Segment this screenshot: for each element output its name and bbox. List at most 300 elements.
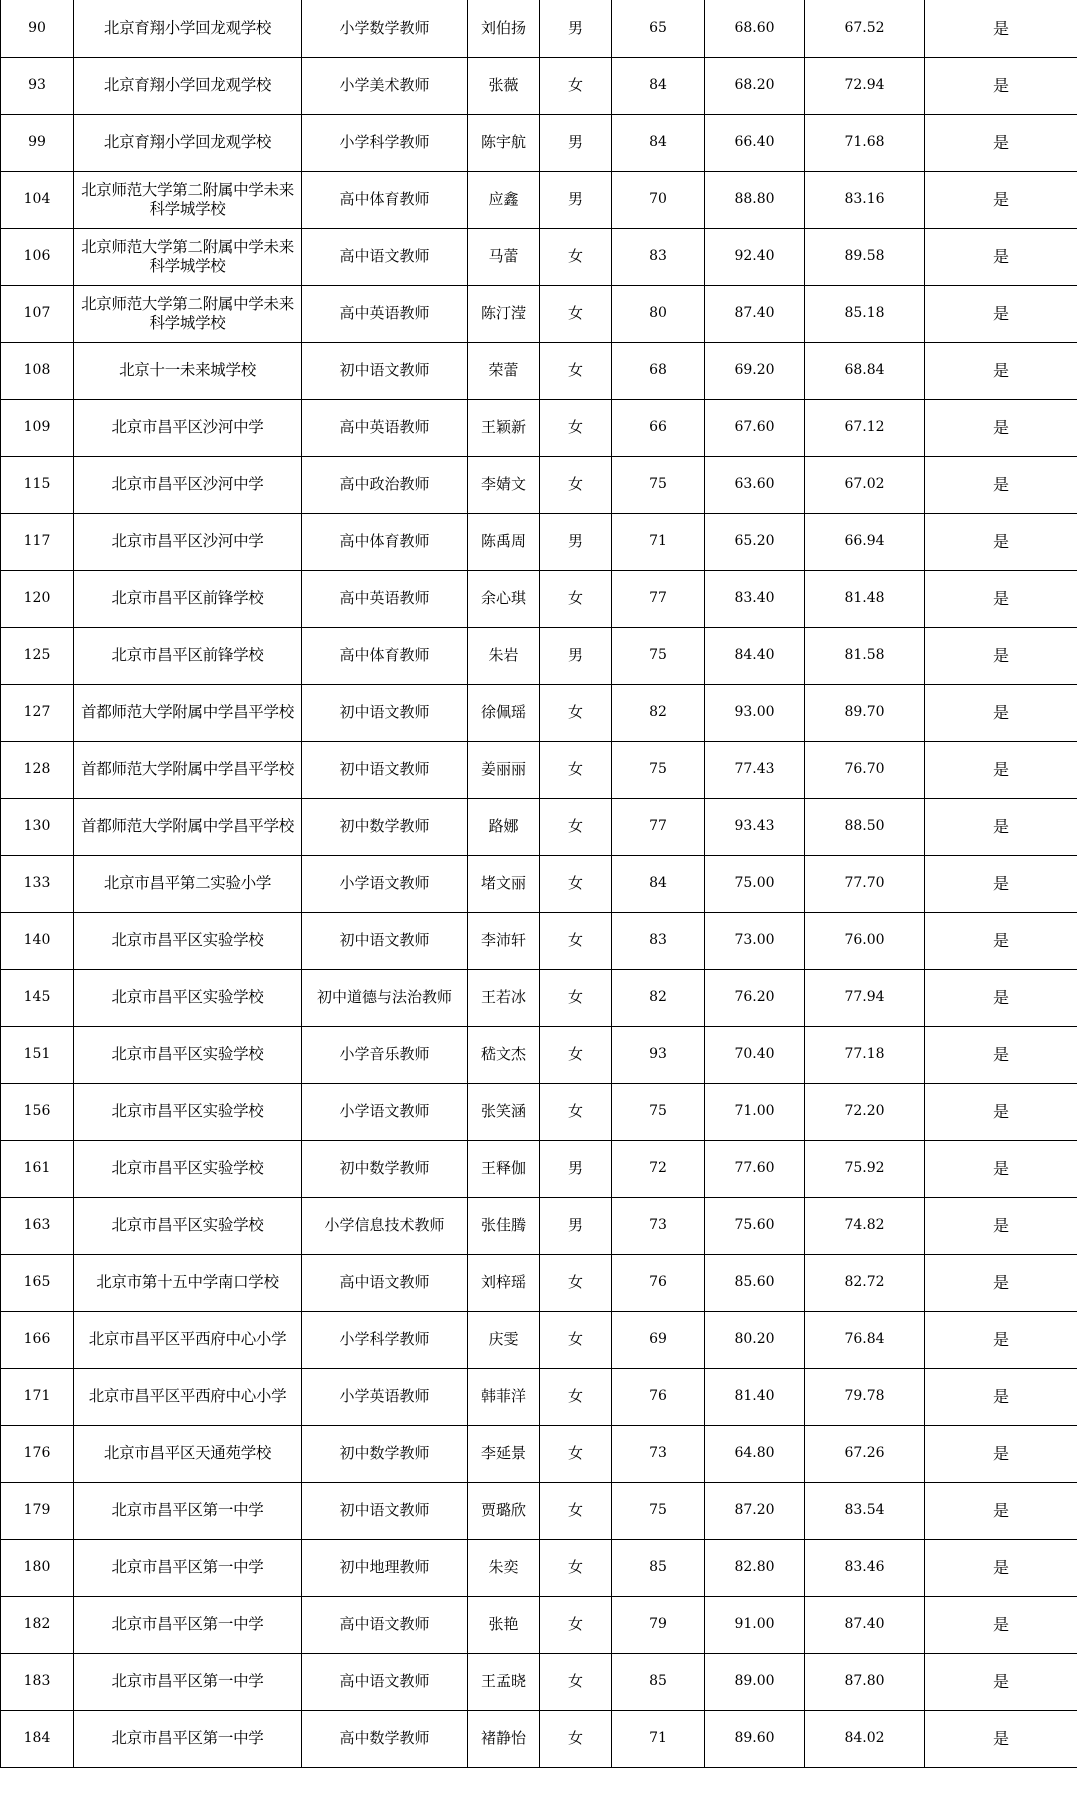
cell-interview-score: 84.40 xyxy=(705,627,805,684)
table-row xyxy=(1,912,1077,969)
cell-gender: 女 xyxy=(540,1710,612,1767)
cell-id: 90 xyxy=(1,0,74,57)
table-row xyxy=(1,456,1077,513)
cell-school: 北京市昌平区第一中学 xyxy=(74,1596,302,1653)
cell-gender: 女 xyxy=(540,912,612,969)
cell-interview-score: 65.20 xyxy=(705,513,805,570)
cell-id: 117 xyxy=(1,513,74,570)
cell-interview-score: 81.40 xyxy=(705,1368,805,1425)
cell-qualified: 是 xyxy=(925,1596,1077,1653)
table-row xyxy=(1,1140,1077,1197)
cell-written-score: 65 xyxy=(612,0,705,57)
cell-id: 104 xyxy=(1,171,74,228)
cell-total-score: 74.82 xyxy=(805,1197,925,1254)
cell-total-score: 72.20 xyxy=(805,1083,925,1140)
cell-interview-score: 71.00 xyxy=(705,1083,805,1140)
cell-qualified: 是 xyxy=(925,1026,1077,1083)
cell-total-score: 76.70 xyxy=(805,741,925,798)
cell-position: 高中数学教师 xyxy=(302,1710,468,1767)
cell-qualified: 是 xyxy=(925,0,1077,57)
cell-total-score: 88.50 xyxy=(805,798,925,855)
cell-position: 初中语文教师 xyxy=(302,912,468,969)
cell-qualified: 是 xyxy=(925,1197,1077,1254)
cell-interview-score: 80.20 xyxy=(705,1311,805,1368)
cell-name: 余心琪 xyxy=(468,570,540,627)
cell-interview-score: 64.80 xyxy=(705,1425,805,1482)
cell-interview-score: 67.60 xyxy=(705,399,805,456)
table-row xyxy=(1,57,1077,114)
cell-school: 北京十一未来城学校 xyxy=(74,342,302,399)
cell-total-score: 67.52 xyxy=(805,0,925,57)
cell-qualified: 是 xyxy=(925,228,1077,285)
cell-id: 127 xyxy=(1,684,74,741)
cell-interview-score: 70.40 xyxy=(705,1026,805,1083)
cell-id: 106 xyxy=(1,228,74,285)
cell-school: 北京市昌平区平西府中心小学 xyxy=(74,1368,302,1425)
cell-gender: 女 xyxy=(540,1254,612,1311)
cell-id: 163 xyxy=(1,1197,74,1254)
cell-gender: 女 xyxy=(540,342,612,399)
cell-name: 韩菲洋 xyxy=(468,1368,540,1425)
cell-id: 115 xyxy=(1,456,74,513)
cell-total-score: 83.54 xyxy=(805,1482,925,1539)
cell-name: 王释伽 xyxy=(468,1140,540,1197)
cell-id: 166 xyxy=(1,1311,74,1368)
cell-position: 小学美术教师 xyxy=(302,57,468,114)
cell-total-score: 81.48 xyxy=(805,570,925,627)
cell-position: 高中英语教师 xyxy=(302,399,468,456)
cell-position: 初中数学教师 xyxy=(302,1425,468,1482)
cell-name: 徐佩瑶 xyxy=(468,684,540,741)
cell-school: 北京市昌平区第一中学 xyxy=(74,1482,302,1539)
cell-position: 小学科学教师 xyxy=(302,1311,468,1368)
cell-position: 初中语文教师 xyxy=(302,684,468,741)
cell-school: 北京市昌平区沙河中学 xyxy=(74,513,302,570)
cell-id: 161 xyxy=(1,1140,74,1197)
cell-school: 北京师范大学第二附属中学未来科学城学校 xyxy=(74,171,302,228)
cell-position: 初中数学教师 xyxy=(302,798,468,855)
cell-written-score: 76 xyxy=(612,1368,705,1425)
cell-name: 堵文丽 xyxy=(468,855,540,912)
cell-position: 小学音乐教师 xyxy=(302,1026,468,1083)
cell-total-score: 84.02 xyxy=(805,1710,925,1767)
cell-interview-score: 87.20 xyxy=(705,1482,805,1539)
cell-interview-score: 77.43 xyxy=(705,741,805,798)
cell-interview-score: 92.40 xyxy=(705,228,805,285)
cell-written-score: 82 xyxy=(612,684,705,741)
cell-name: 王颖新 xyxy=(468,399,540,456)
cell-name: 张薇 xyxy=(468,57,540,114)
cell-qualified: 是 xyxy=(925,1482,1077,1539)
table-row xyxy=(1,627,1077,684)
cell-id: 107 xyxy=(1,285,74,342)
table-row xyxy=(1,1083,1077,1140)
cell-id: 109 xyxy=(1,399,74,456)
cell-name: 张笑涵 xyxy=(468,1083,540,1140)
table-row xyxy=(1,0,1077,57)
cell-written-score: 80 xyxy=(612,285,705,342)
cell-interview-score: 85.60 xyxy=(705,1254,805,1311)
cell-gender: 女 xyxy=(540,228,612,285)
cell-qualified: 是 xyxy=(925,399,1077,456)
cell-gender: 男 xyxy=(540,513,612,570)
cell-gender: 女 xyxy=(540,285,612,342)
cell-name: 贾璐欣 xyxy=(468,1482,540,1539)
cell-interview-score: 91.00 xyxy=(705,1596,805,1653)
cell-id: 99 xyxy=(1,114,74,171)
cell-id: 128 xyxy=(1,741,74,798)
cell-written-score: 68 xyxy=(612,342,705,399)
cell-position: 高中体育教师 xyxy=(302,627,468,684)
cell-name: 姜丽丽 xyxy=(468,741,540,798)
cell-name: 李延景 xyxy=(468,1425,540,1482)
cell-total-score: 89.70 xyxy=(805,684,925,741)
cell-school: 北京市昌平区实验学校 xyxy=(74,1197,302,1254)
cell-interview-score: 68.20 xyxy=(705,57,805,114)
cell-gender: 男 xyxy=(540,114,612,171)
cell-id: 133 xyxy=(1,855,74,912)
cell-written-score: 75 xyxy=(612,627,705,684)
cell-name: 王孟晓 xyxy=(468,1653,540,1710)
cell-id: 120 xyxy=(1,570,74,627)
cell-position: 高中英语教师 xyxy=(302,285,468,342)
cell-position: 小学英语教师 xyxy=(302,1368,468,1425)
table-row xyxy=(1,1368,1077,1425)
cell-qualified: 是 xyxy=(925,1311,1077,1368)
cell-name: 陈禹周 xyxy=(468,513,540,570)
cell-written-score: 82 xyxy=(612,969,705,1026)
cell-name: 朱岩 xyxy=(468,627,540,684)
cell-school: 北京市昌平区沙河中学 xyxy=(74,399,302,456)
cell-qualified: 是 xyxy=(925,1539,1077,1596)
cell-total-score: 83.46 xyxy=(805,1539,925,1596)
table-row xyxy=(1,684,1077,741)
cell-total-score: 75.92 xyxy=(805,1140,925,1197)
cell-total-score: 68.84 xyxy=(805,342,925,399)
cell-name: 庆雯 xyxy=(468,1311,540,1368)
cell-position: 初中道德与法治教师 xyxy=(302,969,468,1026)
table-row xyxy=(1,513,1077,570)
cell-gender: 女 xyxy=(540,1368,612,1425)
cell-total-score: 77.18 xyxy=(805,1026,925,1083)
cell-name: 嵇文杰 xyxy=(468,1026,540,1083)
cell-interview-score: 66.40 xyxy=(705,114,805,171)
cell-qualified: 是 xyxy=(925,855,1077,912)
cell-id: 176 xyxy=(1,1425,74,1482)
cell-school: 北京市昌平区平西府中心小学 xyxy=(74,1311,302,1368)
cell-written-score: 83 xyxy=(612,228,705,285)
cell-gender: 女 xyxy=(540,684,612,741)
cell-gender: 女 xyxy=(540,1083,612,1140)
cell-interview-score: 93.00 xyxy=(705,684,805,741)
cell-school: 北京市昌平区天通苑学校 xyxy=(74,1425,302,1482)
table-row xyxy=(1,285,1077,342)
cell-position: 初中语文教师 xyxy=(302,342,468,399)
cell-written-score: 69 xyxy=(612,1311,705,1368)
cell-total-score: 67.02 xyxy=(805,456,925,513)
cell-gender: 女 xyxy=(540,741,612,798)
cell-school: 北京市昌平第二实验小学 xyxy=(74,855,302,912)
cell-gender: 女 xyxy=(540,855,612,912)
cell-school: 北京市昌平区第一中学 xyxy=(74,1653,302,1710)
cell-id: 182 xyxy=(1,1596,74,1653)
cell-total-score: 76.84 xyxy=(805,1311,925,1368)
cell-total-score: 67.26 xyxy=(805,1425,925,1482)
cell-interview-score: 82.80 xyxy=(705,1539,805,1596)
cell-interview-score: 77.60 xyxy=(705,1140,805,1197)
cell-id: 179 xyxy=(1,1482,74,1539)
cell-written-score: 70 xyxy=(612,171,705,228)
cell-written-score: 85 xyxy=(612,1653,705,1710)
cell-written-score: 71 xyxy=(612,513,705,570)
cell-school: 北京市昌平区前锋学校 xyxy=(74,570,302,627)
cell-id: 151 xyxy=(1,1026,74,1083)
cell-gender: 女 xyxy=(540,1596,612,1653)
cell-interview-score: 75.60 xyxy=(705,1197,805,1254)
cell-gender: 女 xyxy=(540,1653,612,1710)
cell-gender: 女 xyxy=(540,570,612,627)
cell-position: 高中语文教师 xyxy=(302,228,468,285)
cell-id: 108 xyxy=(1,342,74,399)
cell-written-score: 73 xyxy=(612,1425,705,1482)
cell-qualified: 是 xyxy=(925,684,1077,741)
cell-position: 高中体育教师 xyxy=(302,513,468,570)
cell-position: 高中语文教师 xyxy=(302,1254,468,1311)
cell-qualified: 是 xyxy=(925,627,1077,684)
cell-written-score: 71 xyxy=(612,1710,705,1767)
cell-qualified: 是 xyxy=(925,342,1077,399)
cell-id: 183 xyxy=(1,1653,74,1710)
cell-school: 首都师范大学附属中学昌平学校 xyxy=(74,798,302,855)
cell-name: 荣蕾 xyxy=(468,342,540,399)
table-row xyxy=(1,855,1077,912)
cell-position: 高中语文教师 xyxy=(302,1596,468,1653)
cell-gender: 男 xyxy=(540,627,612,684)
cell-school: 北京市昌平区前锋学校 xyxy=(74,627,302,684)
cell-position: 初中语文教师 xyxy=(302,1482,468,1539)
cell-school: 北京市昌平区第一中学 xyxy=(74,1539,302,1596)
cell-gender: 女 xyxy=(540,798,612,855)
cell-school: 北京市昌平区实验学校 xyxy=(74,1026,302,1083)
cell-position: 小学信息技术教师 xyxy=(302,1197,468,1254)
cell-gender: 女 xyxy=(540,57,612,114)
cell-position: 小学科学教师 xyxy=(302,114,468,171)
cell-school: 北京市昌平区实验学校 xyxy=(74,1140,302,1197)
cell-name: 李婧文 xyxy=(468,456,540,513)
cell-interview-score: 87.40 xyxy=(705,285,805,342)
cell-name: 褚静怡 xyxy=(468,1710,540,1767)
cell-gender: 女 xyxy=(540,1539,612,1596)
cell-gender: 男 xyxy=(540,171,612,228)
cell-qualified: 是 xyxy=(925,1425,1077,1482)
cell-qualified: 是 xyxy=(925,1653,1077,1710)
cell-qualified: 是 xyxy=(925,741,1077,798)
cell-school: 北京市第十五中学南口学校 xyxy=(74,1254,302,1311)
cell-name: 王若冰 xyxy=(468,969,540,1026)
cell-id: 140 xyxy=(1,912,74,969)
cell-school: 北京师范大学第二附属中学未来科学城学校 xyxy=(74,285,302,342)
cell-gender: 女 xyxy=(540,1311,612,1368)
cell-written-score: 75 xyxy=(612,741,705,798)
cell-school: 北京市昌平区实验学校 xyxy=(74,1083,302,1140)
cell-interview-score: 88.80 xyxy=(705,171,805,228)
cell-total-score: 72.94 xyxy=(805,57,925,114)
cell-total-score: 76.00 xyxy=(805,912,925,969)
cell-qualified: 是 xyxy=(925,1254,1077,1311)
table-row xyxy=(1,741,1077,798)
cell-id: 156 xyxy=(1,1083,74,1140)
cell-interview-score: 68.60 xyxy=(705,0,805,57)
cell-interview-score: 73.00 xyxy=(705,912,805,969)
cell-total-score: 87.40 xyxy=(805,1596,925,1653)
cell-interview-score: 89.60 xyxy=(705,1710,805,1767)
cell-qualified: 是 xyxy=(925,912,1077,969)
cell-total-score: 89.58 xyxy=(805,228,925,285)
cell-qualified: 是 xyxy=(925,114,1077,171)
cell-position: 小学语文教师 xyxy=(302,1083,468,1140)
table-row xyxy=(1,399,1077,456)
cell-total-score: 79.78 xyxy=(805,1368,925,1425)
cell-id: 165 xyxy=(1,1254,74,1311)
cell-written-score: 84 xyxy=(612,57,705,114)
cell-written-score: 76 xyxy=(612,1254,705,1311)
cell-id: 93 xyxy=(1,57,74,114)
cell-total-score: 83.16 xyxy=(805,171,925,228)
cell-total-score: 77.70 xyxy=(805,855,925,912)
cell-interview-score: 75.00 xyxy=(705,855,805,912)
cell-written-score: 77 xyxy=(612,798,705,855)
cell-name: 路娜 xyxy=(468,798,540,855)
table-row xyxy=(1,1311,1077,1368)
cell-school: 北京育翔小学回龙观学校 xyxy=(74,114,302,171)
cell-id: 125 xyxy=(1,627,74,684)
cell-written-score: 75 xyxy=(612,1482,705,1539)
table-row xyxy=(1,228,1077,285)
cell-written-score: 72 xyxy=(612,1140,705,1197)
table-row xyxy=(1,1710,1077,1767)
cell-written-score: 66 xyxy=(612,399,705,456)
cell-position: 小学数学教师 xyxy=(302,0,468,57)
cell-position: 初中数学教师 xyxy=(302,1140,468,1197)
table-row xyxy=(1,1482,1077,1539)
cell-name: 马蕾 xyxy=(468,228,540,285)
cell-gender: 女 xyxy=(540,456,612,513)
table-row xyxy=(1,114,1077,171)
cell-qualified: 是 xyxy=(925,1710,1077,1767)
cell-written-score: 79 xyxy=(612,1596,705,1653)
cell-gender: 女 xyxy=(540,1425,612,1482)
cell-written-score: 75 xyxy=(612,456,705,513)
cell-interview-score: 89.00 xyxy=(705,1653,805,1710)
cell-written-score: 83 xyxy=(612,912,705,969)
table-row xyxy=(1,1197,1077,1254)
cell-school: 北京市昌平区实验学校 xyxy=(74,969,302,1026)
cell-name: 张佳腾 xyxy=(468,1197,540,1254)
cell-written-score: 73 xyxy=(612,1197,705,1254)
cell-id: 145 xyxy=(1,969,74,1026)
table-row xyxy=(1,342,1077,399)
cell-written-score: 85 xyxy=(612,1539,705,1596)
cell-total-score: 82.72 xyxy=(805,1254,925,1311)
cell-gender: 女 xyxy=(540,1026,612,1083)
cell-name: 李沛轩 xyxy=(468,912,540,969)
cell-qualified: 是 xyxy=(925,570,1077,627)
table-row xyxy=(1,1653,1077,1710)
cell-school: 北京育翔小学回龙观学校 xyxy=(74,57,302,114)
table-row xyxy=(1,570,1077,627)
table-row xyxy=(1,969,1077,1026)
cell-total-score: 66.94 xyxy=(805,513,925,570)
table-row xyxy=(1,1026,1077,1083)
cell-gender: 女 xyxy=(540,1482,612,1539)
cell-qualified: 是 xyxy=(925,1368,1077,1425)
cell-school: 北京市昌平区沙河中学 xyxy=(74,456,302,513)
cell-position: 高中体育教师 xyxy=(302,171,468,228)
cell-position: 高中英语教师 xyxy=(302,570,468,627)
cell-qualified: 是 xyxy=(925,57,1077,114)
table-row xyxy=(1,1596,1077,1653)
table-body xyxy=(1,0,1077,1767)
cell-gender: 女 xyxy=(540,969,612,1026)
cell-school: 北京市昌平区实验学校 xyxy=(74,912,302,969)
cell-total-score: 77.94 xyxy=(805,969,925,1026)
cell-school: 首都师范大学附属中学昌平学校 xyxy=(74,684,302,741)
cell-total-score: 85.18 xyxy=(805,285,925,342)
cell-qualified: 是 xyxy=(925,171,1077,228)
cell-gender: 男 xyxy=(540,1197,612,1254)
cell-qualified: 是 xyxy=(925,798,1077,855)
cell-name: 刘梓瑶 xyxy=(468,1254,540,1311)
cell-school: 首都师范大学附属中学昌平学校 xyxy=(74,741,302,798)
cell-id: 180 xyxy=(1,1539,74,1596)
cell-total-score: 81.58 xyxy=(805,627,925,684)
table-row xyxy=(1,1254,1077,1311)
cell-name: 刘伯扬 xyxy=(468,0,540,57)
cell-gender: 男 xyxy=(540,0,612,57)
cell-name: 应鑫 xyxy=(468,171,540,228)
cell-interview-score: 83.40 xyxy=(705,570,805,627)
table-row xyxy=(1,798,1077,855)
cell-total-score: 67.12 xyxy=(805,399,925,456)
cell-written-score: 93 xyxy=(612,1026,705,1083)
cell-position: 小学语文教师 xyxy=(302,855,468,912)
cell-name: 朱奕 xyxy=(468,1539,540,1596)
cell-position: 高中语文教师 xyxy=(302,1653,468,1710)
cell-interview-score: 76.20 xyxy=(705,969,805,1026)
cell-school: 北京育翔小学回龙观学校 xyxy=(74,0,302,57)
cell-qualified: 是 xyxy=(925,1083,1077,1140)
table-row xyxy=(1,1425,1077,1482)
cell-gender: 女 xyxy=(540,399,612,456)
table-row xyxy=(1,1539,1077,1596)
cell-id: 130 xyxy=(1,798,74,855)
cell-qualified: 是 xyxy=(925,513,1077,570)
cell-qualified: 是 xyxy=(925,969,1077,1026)
cell-written-score: 77 xyxy=(612,570,705,627)
cell-name: 陈宇航 xyxy=(468,114,540,171)
cell-qualified: 是 xyxy=(925,456,1077,513)
cell-qualified: 是 xyxy=(925,1140,1077,1197)
table-row xyxy=(1,171,1077,228)
cell-qualified: 是 xyxy=(925,285,1077,342)
cell-school: 北京师范大学第二附属中学未来科学城学校 xyxy=(74,228,302,285)
cell-gender: 男 xyxy=(540,1140,612,1197)
cell-name: 陈汀滢 xyxy=(468,285,540,342)
cell-position: 初中地理教师 xyxy=(302,1539,468,1596)
cell-interview-score: 63.60 xyxy=(705,456,805,513)
cell-total-score: 71.68 xyxy=(805,114,925,171)
cell-id: 184 xyxy=(1,1710,74,1767)
